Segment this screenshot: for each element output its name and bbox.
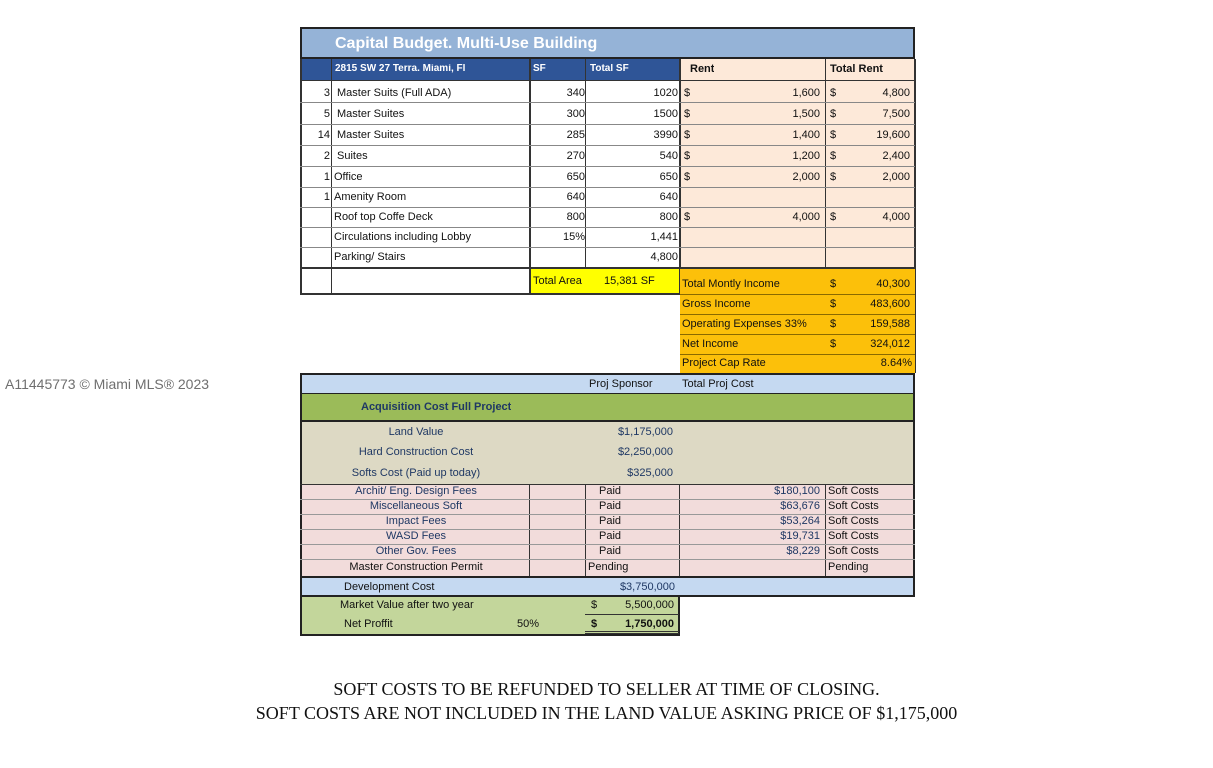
income-value: 40,300 (876, 279, 910, 290)
acq-item-label: Hard Construction Cost (358, 447, 474, 458)
soft-cost-type: Soft Costs (828, 486, 879, 497)
soft-cost-label: WASD Fees (385, 531, 447, 542)
unit-sf: 340 (566, 88, 585, 99)
grid-line (300, 227, 915, 228)
soft-cost-label: Miscellaneous Soft (369, 501, 463, 512)
total-rent-header: Total Rent (830, 64, 883, 75)
grid-line (680, 314, 915, 315)
income-label: Project Cap Rate (682, 358, 766, 369)
unit-qty: 1 (323, 172, 330, 183)
soft-cost-label: Other Gov. Fees (375, 546, 457, 557)
unit-sf: 640 (566, 192, 585, 203)
net-profit-sign: $ (591, 619, 598, 630)
soft-cost-status: Paid (599, 486, 622, 497)
income-sign: $ (830, 279, 837, 290)
market-value-value: 5,500,000 (625, 600, 674, 611)
unit-qty: 5 (323, 109, 330, 120)
income-label: Net Income (682, 339, 739, 350)
double-underline (585, 631, 679, 632)
unit-total-rent: 7,500 (882, 109, 910, 120)
grid-line (331, 59, 332, 294)
unit-sf: 270 (566, 151, 585, 162)
title-bar (300, 27, 915, 59)
grid-line (679, 59, 681, 293)
soft-cost-type: Soft Costs (828, 516, 879, 527)
grid-line (300, 80, 915, 81)
market-value-label: Market Value after two year (340, 600, 474, 611)
soft-cost-type: Soft Costs (828, 546, 879, 557)
rent-sign: $ (684, 130, 691, 141)
grid-line (300, 559, 915, 560)
total-proj-cost-label: Total Proj Cost (682, 379, 754, 390)
footer-note-1: SOFT COSTS TO BE REFUNDED TO SELLER AT TIME OF CLOSING. (333, 679, 880, 699)
soft-cost-type: Soft Costs (828, 501, 879, 512)
unit-sf: 800 (566, 212, 585, 223)
income-sign: $ (830, 299, 837, 310)
development-cost-value: $3,750,000 (619, 582, 675, 593)
acq-item-label: Softs Cost (Paid up today) (351, 468, 481, 479)
unit-rent: 1,200 (792, 151, 820, 162)
grid-line (679, 484, 680, 576)
total-rent-sign: $ (830, 109, 837, 120)
soft-cost-amount: $53,264 (780, 516, 820, 527)
income-value: 483,600 (870, 299, 910, 310)
income-label: Total Montly Income (682, 279, 780, 290)
net-profit-label: Net Proffit (344, 619, 393, 630)
unit-total-sf: 650 (659, 172, 678, 183)
grid-line (300, 293, 680, 295)
total-area-cell (531, 269, 679, 293)
grid-line (300, 544, 915, 545)
unit-rent: 2,000 (792, 172, 820, 183)
rent-sign: $ (684, 172, 691, 183)
net-profit-percent: 50% (517, 619, 540, 630)
grid-line (300, 207, 915, 208)
income-sign: $ (830, 339, 837, 350)
soft-cost-label: Master Construction Permit (349, 562, 483, 573)
underline (585, 614, 679, 615)
income-value: 159,588 (870, 319, 910, 330)
soft-cost-amount: $63,676 (780, 501, 820, 512)
mls-watermark: A11445773 © Miami MLS® 2023 (5, 376, 210, 392)
total-rent-sign: $ (830, 172, 837, 183)
total-rent-sign: $ (830, 130, 837, 141)
total-sf-header: Total SF (590, 64, 629, 74)
unit-qty: 2 (323, 151, 330, 162)
unit-sf: 285 (566, 130, 585, 141)
grid-line (300, 187, 915, 188)
unit-name: Roof top Coffe Deck (334, 212, 433, 223)
double-underline (585, 633, 679, 634)
unit-total-sf: 3990 (653, 130, 678, 141)
income-value: 324,012 (870, 339, 910, 350)
grid-line (300, 499, 915, 500)
unit-rent: 1,500 (792, 109, 820, 120)
unit-qty: 3 (323, 88, 330, 99)
unit-total-sf: 1020 (653, 88, 678, 99)
unit-qty: 14 (317, 130, 330, 141)
unit-name: Master Suits (Full ADA) (337, 88, 452, 99)
grid-line (300, 529, 915, 530)
sf-header: SF (533, 64, 546, 74)
grid-line (300, 124, 915, 125)
soft-cost-label: Archit/ Eng. Design Fees (355, 486, 477, 497)
unit-name: Amenity Room (334, 192, 407, 203)
total-area-label: Total Area (533, 276, 582, 287)
grid-line (300, 247, 915, 248)
grid-line (825, 484, 826, 576)
unit-total-sf: 640 (659, 192, 678, 203)
footer-note-2: SOFT COSTS ARE NOT INCLUDED IN THE LAND VALUE ASKING PRICE OF $1,175,000 (255, 703, 958, 723)
soft-cost-status: Paid (599, 546, 622, 557)
unit-sf: 15% (562, 232, 585, 243)
development-cost-row (300, 576, 915, 597)
soft-cost-type: Soft Costs (828, 531, 879, 542)
unit-name: Parking/ Stairs (334, 252, 406, 263)
soft-cost-status: Paid (599, 516, 622, 527)
rent-sign: $ (684, 212, 691, 223)
unit-total-rent: 2,400 (882, 151, 910, 162)
income-value: 8.64% (880, 358, 912, 369)
soft-cost-status: Paid (599, 531, 622, 542)
grid-line (680, 294, 915, 295)
grid-line (529, 59, 531, 294)
grid-line (300, 145, 915, 146)
soft-cost-status: Paid (599, 501, 622, 512)
unit-total-sf: 1,441 (650, 232, 678, 243)
unit-total-rent: 4,800 (882, 88, 910, 99)
page-title: Capital Budget. Multi-Use Building (335, 36, 598, 52)
soft-cost-type: Pending (828, 562, 869, 573)
market-value-sign: $ (591, 600, 598, 611)
income-label: Operating Expenses 33% (682, 319, 807, 330)
grid-line (300, 484, 915, 485)
unit-rent: 1,600 (792, 88, 820, 99)
unit-rent: 1,400 (792, 130, 820, 141)
unit-total-rent: 19,600 (876, 130, 910, 141)
soft-cost-amount: $8,229 (786, 546, 820, 557)
soft-cost-label: Impact Fees (385, 516, 447, 527)
total-rent-sign: $ (830, 88, 837, 99)
grid-line (300, 59, 302, 294)
grid-line (300, 102, 915, 103)
unit-total-rent: 4,000 (882, 212, 910, 223)
soft-cost-status: Pending (588, 562, 629, 573)
unit-sf: 300 (566, 109, 585, 120)
income-label: Gross Income (682, 299, 751, 310)
soft-cost-amount: $19,731 (780, 531, 820, 542)
rent-sign: $ (684, 151, 691, 162)
grid-line (300, 514, 915, 515)
total-rent-sign: $ (830, 151, 837, 162)
total-area-value: 15,381 SF (604, 276, 655, 287)
total-rent-sign: $ (830, 212, 837, 223)
soft-cost-amount: $180,100 (774, 486, 820, 497)
grid-line (680, 354, 915, 355)
net-profit-value: 1,750,000 (625, 619, 674, 630)
unit-total-rent: 2,000 (882, 172, 910, 183)
unit-total-sf: 4,800 (650, 252, 678, 263)
acq-item-value: $325,000 (627, 468, 673, 479)
grid-line (585, 59, 586, 267)
acq-item-value: $1,175,000 (617, 427, 673, 438)
grid-line (585, 484, 586, 576)
acquisition-title-bar (300, 394, 915, 422)
unit-total-sf: 1500 (653, 109, 678, 120)
unit-name: Suites (337, 151, 368, 162)
income-sign: $ (830, 319, 837, 330)
rent-header: Rent (690, 64, 715, 75)
acquisition-title: Acquisition Cost Full Project (361, 402, 512, 413)
address-header: 2815 SW 27 Terra. Miami, Fl (335, 64, 466, 74)
unit-rent: 4,000 (792, 212, 820, 223)
unit-qty: 1 (323, 192, 330, 203)
unit-name: Master Suites (337, 130, 405, 141)
acq-item-label: Land Value (388, 427, 444, 438)
acq-item-value: $2,250,000 (617, 447, 673, 458)
rent-sign: $ (684, 109, 691, 120)
grid-line (300, 166, 915, 167)
grid-line (680, 334, 915, 335)
rent-sign: $ (684, 88, 691, 99)
unit-name: Office (334, 172, 363, 183)
development-cost-label: Development Cost (344, 582, 435, 593)
unit-name: Master Suites (337, 109, 405, 120)
unit-name: Circulations including Lobby (334, 232, 471, 243)
unit-total-sf: 800 (659, 212, 678, 223)
unit-sf: 650 (566, 172, 585, 183)
unit-total-sf: 540 (659, 151, 678, 162)
proj-sponsor-label: Proj Sponsor (589, 379, 653, 390)
